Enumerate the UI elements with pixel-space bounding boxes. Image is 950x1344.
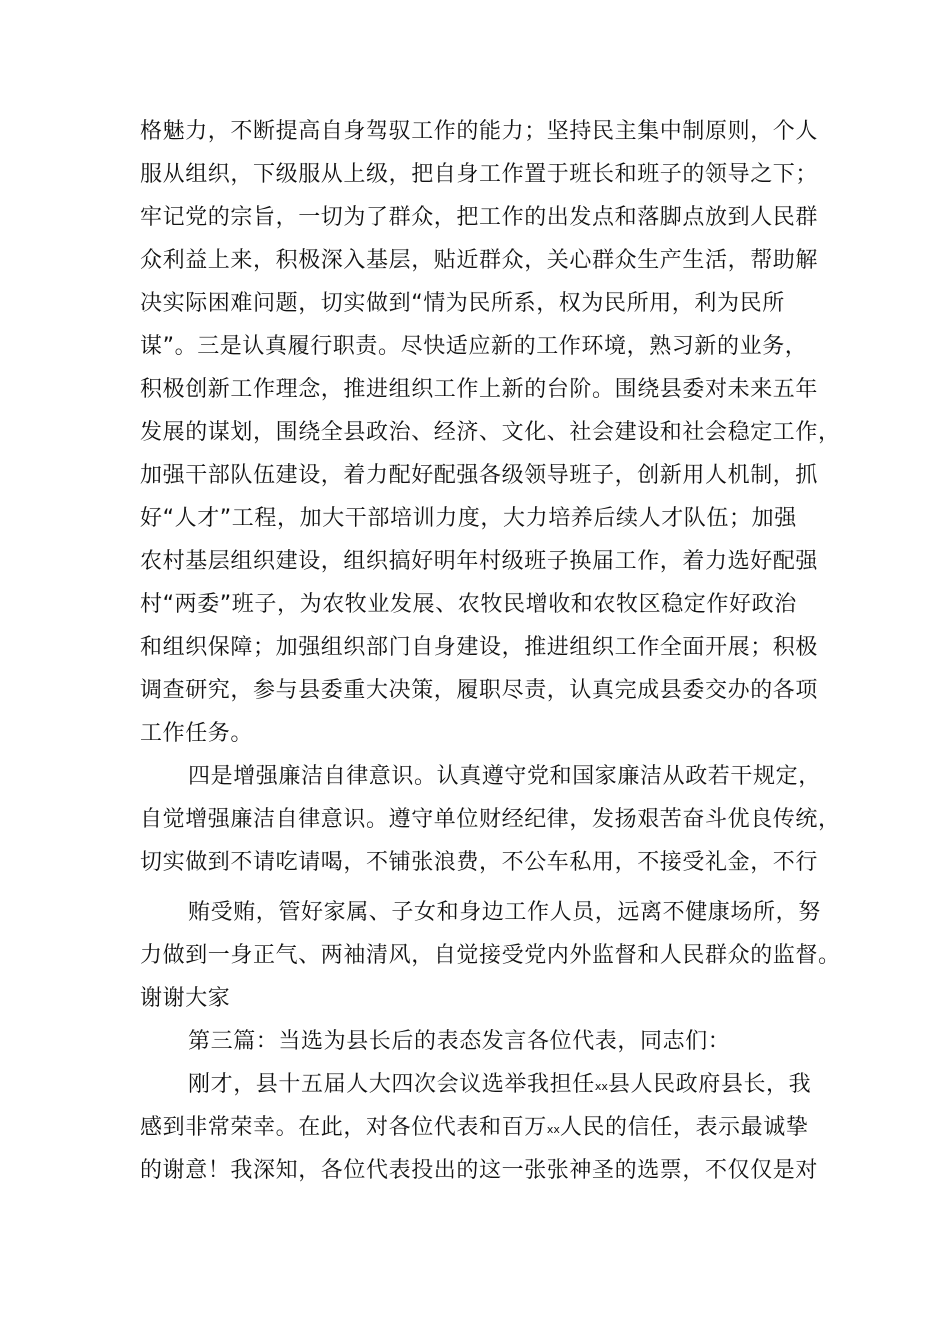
text-fragment: 人民的信任，表示最诚挚 [559, 1115, 809, 1140]
text-line [188, 1070, 811, 1102]
text-line: 调查研究，参与县委重大决策，履职尽责，认真完成县委交办的各项 [140, 678, 819, 703]
text-line: 众利益上来，积极深入基层，贴近群众，关心群众生产生活，帮助解 [140, 248, 819, 273]
text-line: 谋”。三是认真履行职责。尽快适应新的工作环境，熟习新的业务， [140, 334, 808, 359]
text-line: 工作任务。 [140, 721, 254, 746]
text-fragment: 县人民政府县长，我 [607, 1072, 812, 1097]
text-line: 好“人才”工程，加大干部培训力度，大力培养后续人才队伍；加强 [140, 506, 797, 531]
text-line: 四是增强廉洁自律意识。认真遵守党和国家廉洁从政若干规定， [188, 764, 821, 789]
text-line: 农村基层组织建设，组织搞好明年村级班子换届工作，着力选好配强 [140, 549, 819, 574]
text-line: 力做到一身正气、两袖清风，自觉接受党内外监督和人民群众的监督。 [140, 943, 841, 968]
text-line: 积极创新工作理念，推进组织工作上新的台阶。围绕县委对未来五年 [140, 377, 819, 402]
placeholder-xx: xx [594, 1080, 608, 1093]
text-line: 村“两委”班子，为农牧业发展、农牧民增收和农牧区稳定作好政治 [140, 592, 797, 617]
text-line [140, 1113, 808, 1145]
text-line: 自觉增强廉洁自律意识。遵守单位财经纪律，发扬艰苦奋斗优良传统， [140, 807, 841, 832]
text-fragment: 感到非常荣幸。在此，对各位代表和百万 [140, 1115, 547, 1140]
text-line: 服从组织，下级服从上级，把自身工作置于班长和班子的领导之下； [140, 162, 819, 187]
text-line: 发展的谋划，围绕全县政治、经济、文化、社会建设和社会稳定工作， [140, 420, 841, 445]
text-line: 加强干部队伍建设，着力配好配强各级领导班子，创新用人机制，抓 [140, 463, 819, 488]
text-line: 和组织保障；加强组织部门自身建设，推进组织工作全面开展；积极 [140, 635, 819, 660]
section-heading: 第三篇：当选为县长后的表态发言各位代表，同志们： [188, 1029, 731, 1054]
text-line: 牢记党的宗旨，一切为了群众，把工作的出发点和落脚点放到人民群 [140, 205, 819, 230]
text-line: 贿受贿，管好家属、子女和身边工作人员，远离不健康场所，努 [188, 900, 821, 925]
text-line: 格魅力，不断提高自身驾驭工作的能力；坚持民主集中制原则，个人 [140, 119, 819, 144]
text-line: 切实做到不请吃请喝，不铺张浪费，不公车私用，不接受礼金，不行 [140, 850, 819, 875]
text-line: 的谢意！我深知，各位代表投出的这一张张神圣的选票，不仅仅是对 [140, 1158, 819, 1183]
text-line: 谢谢大家 [140, 986, 231, 1011]
text-fragment: 刚才，县十五届人大四次会议选举我担任 [188, 1072, 595, 1097]
text-line: 决实际困难问题，切实做到“情为民所系，权为民所用，利为民所 [140, 291, 785, 316]
placeholder-xx: xx [546, 1123, 560, 1136]
